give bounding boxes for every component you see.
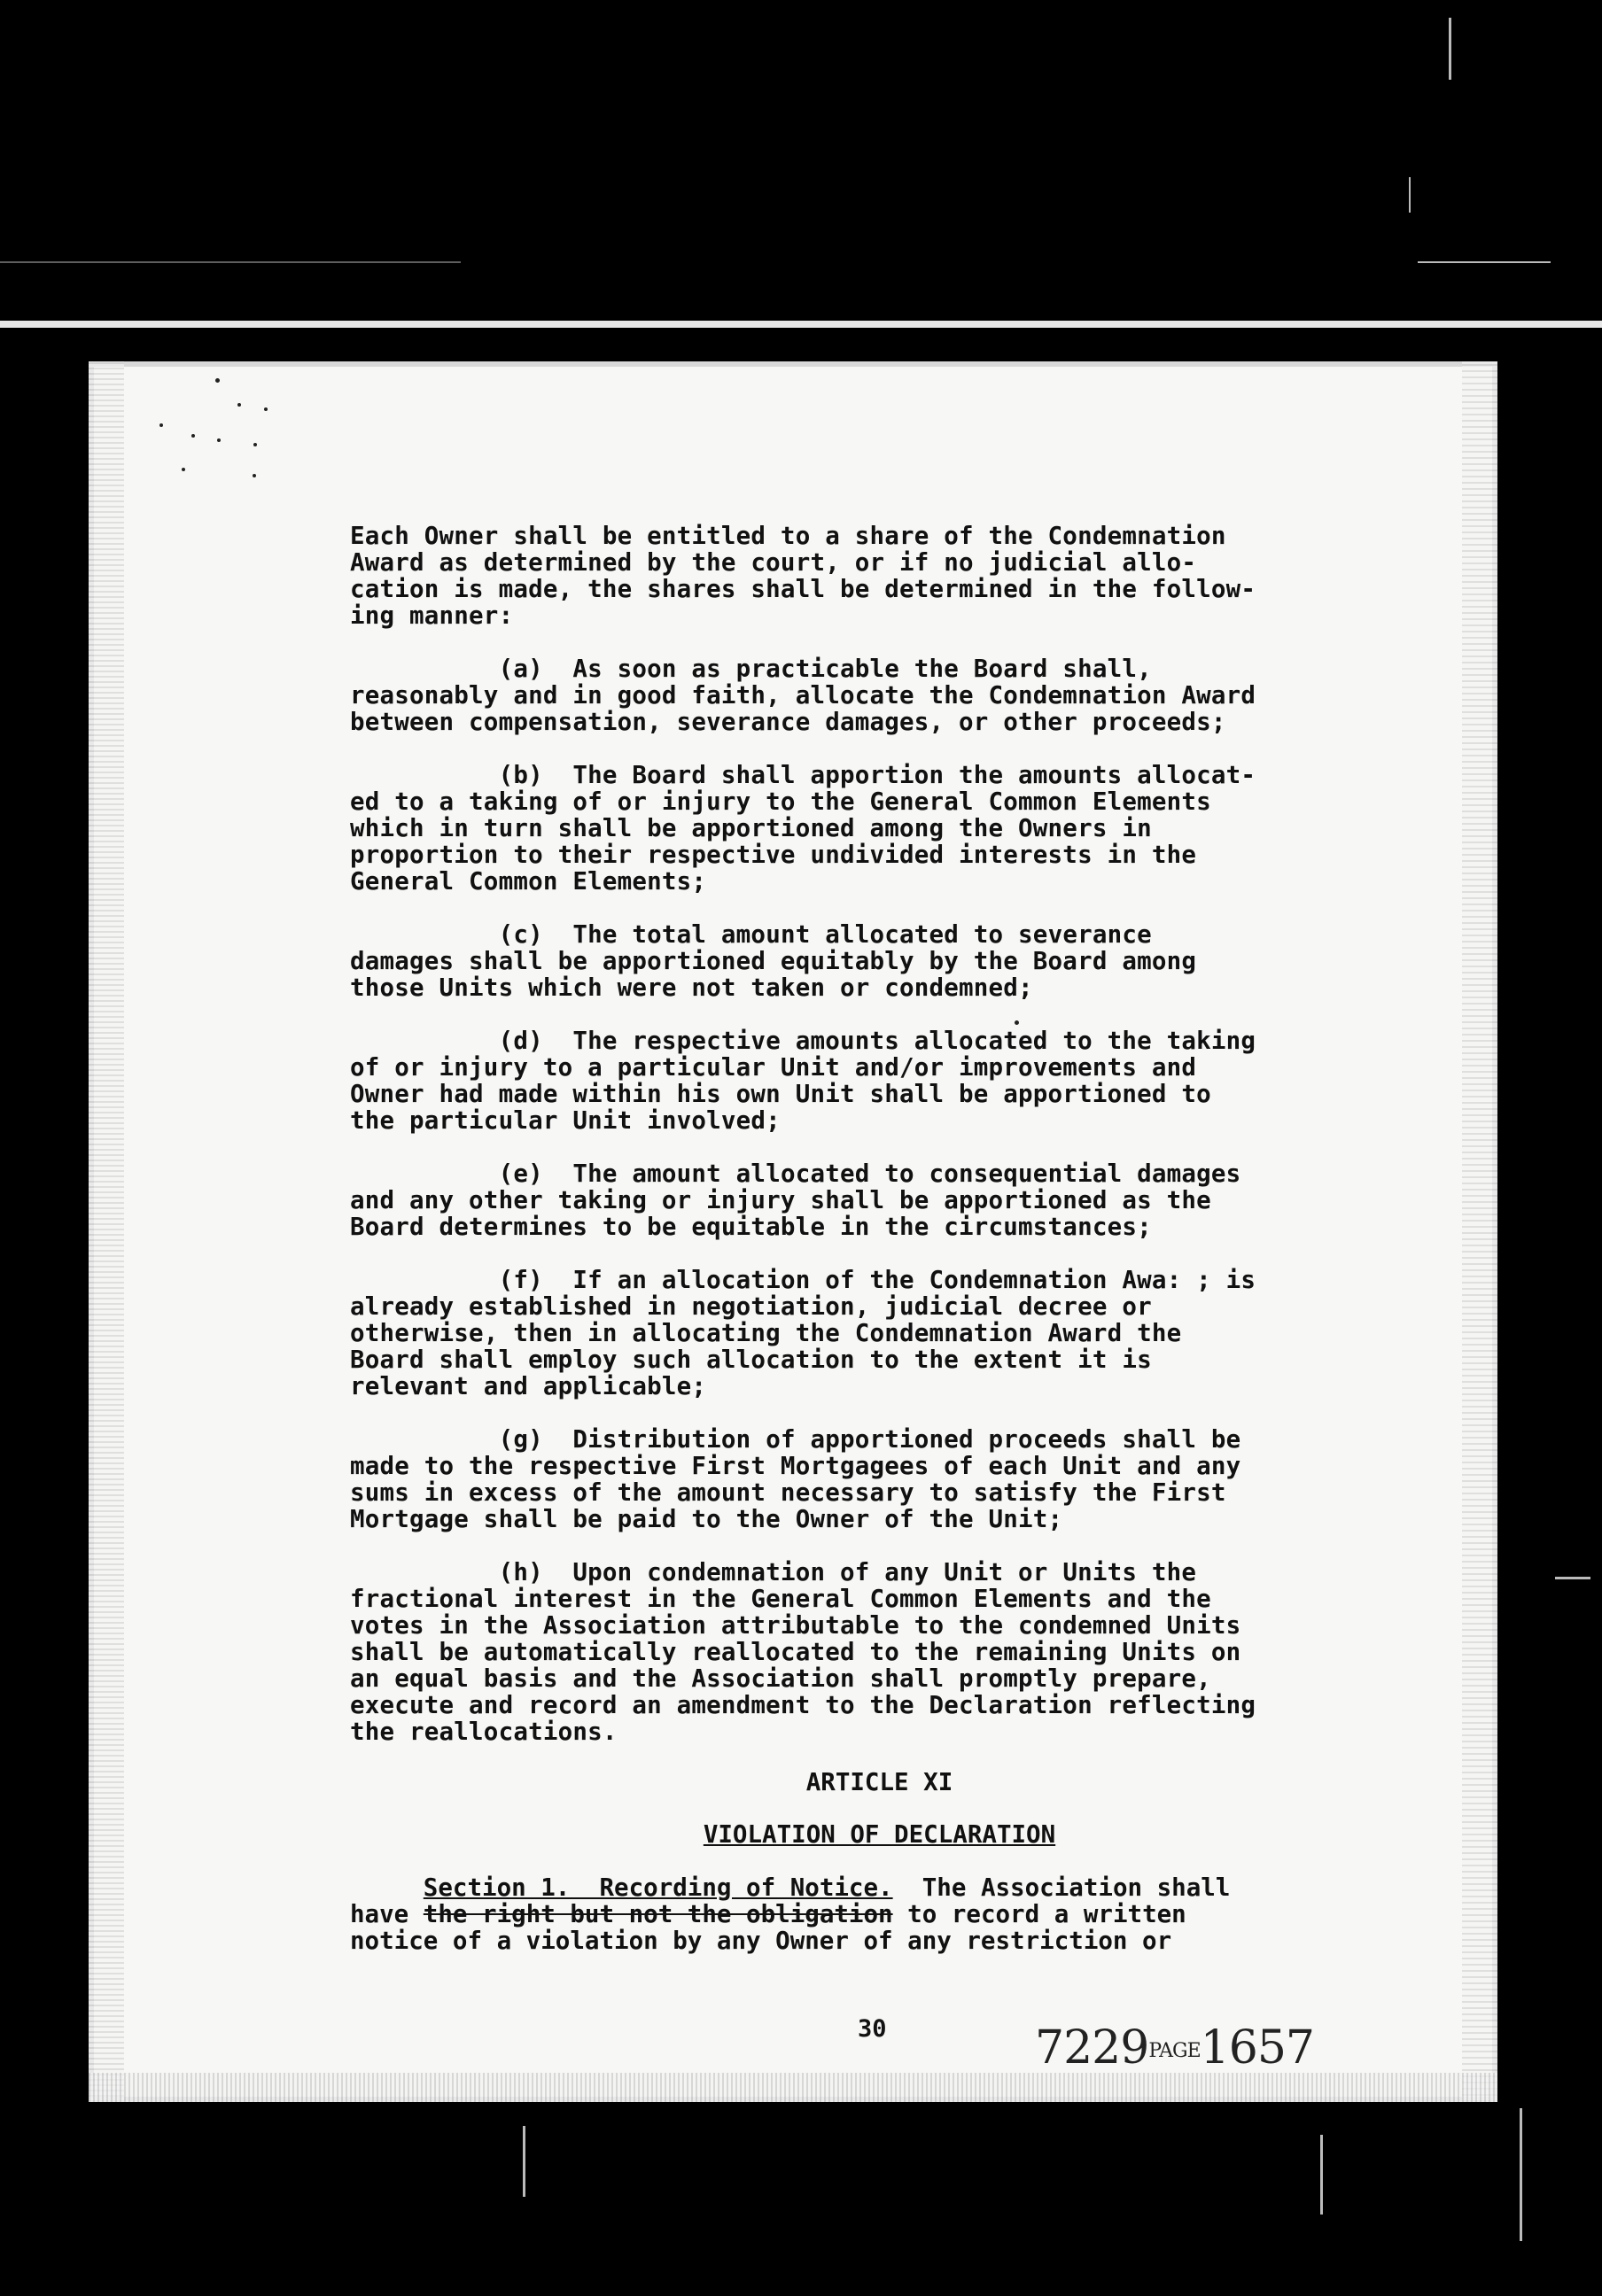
scan-edge-line [0,321,1602,328]
article-title: VIOLATION OF DECLARATION [703,1820,1056,1849]
section-1-paragraph [350,1874,1409,1954]
clause-c: (c) The total amount allocated to severance damages shall be apportioned equitably by the Board among those Units which were not taken or condemned; [350,920,1197,1002]
scan-scratch [0,261,461,263]
article-number: ARTICLE XI [805,1768,953,1796]
scan-dark-band [0,0,1602,323]
clause-h: (h) Upon condemnation of any Unit or Units the fractional interest in the General Common Elements and the votes in the Association attributable to the condemned Units shall be automatically reallocated to the remaining Units on an equal basis and the Association shall promptly prepare, execute and record an amendment to the Declaration reflecting the reallocations. [350,1558,1256,1746]
clause-d: (d) The respective amounts allocated to the taking of or injury to a particular Unit and/or improvements and Owner had made within his own Unit shall be apportioned to the particular Unit involved; [350,1027,1256,1135]
page-number: 30 [858,2015,887,2043]
section-text-end: to record a written notice of a violation by any Owner of any restriction or [350,1900,1186,1955]
scan-speck [191,434,195,438]
book-number: 7229 [1035,2021,1149,2075]
scan-speck [264,407,268,411]
clause-g: (g) Distribution of apportioned proceeds shall be made to the respective First Mortgagees of each Unit and any sums in excess of the amount necessary to satisfy the First Mortgage shall be paid to the Owner of the Unit; [350,1425,1241,1533]
scan-noise-bottom [89,2073,1497,2102]
intro-paragraph: Each Owner shall be entitled to a share of the Condemnation Award as determined by the court, or if no judicial allo- cation is made, the shares shall be determined in the follow- ing manner: [350,522,1256,630]
scan-scratch [1320,2135,1323,2215]
scan-noise-right [1462,361,1497,2102]
clause-b: (b) The Board shall apportion the amounts allocat- ed to a taking of or injury to the General Common Elements which in turn shall be apportioned among the Owners in proportion to their respective undivided interests in the General Common Elements; [350,761,1256,896]
clause-e: (e) The amount allocated to consequential damages and any other taking or injury shall be apportioned as the Board determines to be equitable in the circumstances; [350,1160,1241,1241]
clause-f: (f) If an allocation of the Condemnation Awa: ; is already established in negotiation, judicial decree or otherwise, then in allocating the Condemnation Award the Board shall employ such allocation to the extent it is relevant and applicable; [350,1266,1256,1400]
scan-scratch [1418,261,1551,263]
scan-speck [253,443,257,446]
section-struck-text: the right but not the obligation [423,1900,893,1928]
section-text-start: The Association shall have [350,1873,1231,1928]
article-title-wrap [350,1820,1409,1849]
scan-speck [182,468,185,471]
scan-scratch [1449,18,1451,80]
scan-speck [217,438,221,442]
scan-speck [159,423,163,427]
scan-noise-left [89,361,124,2102]
document-body [350,523,1409,1772]
clause-a: (a) As soon as practicable the Board shall, reasonably and in good faith, allocate the Condemnation Award between compensation, severance damages, or other proceeds; [350,655,1256,736]
scan-scratch [1520,2108,1522,2241]
scan-scratch [523,2126,525,2197]
scan-scratch [1555,1577,1590,1579]
book-page-number: 1657 [1200,2021,1314,2075]
scan-speck [253,474,256,477]
book-separator: PAGE [1148,2040,1201,2062]
section-indent [350,1873,424,1902]
scan-speck [237,403,241,407]
section-heading: Section 1. Recording of Notice. [423,1873,893,1902]
scan-scratch [1409,177,1411,213]
book-page-stamp [1035,2021,1314,2075]
scan-speck [215,378,220,383]
